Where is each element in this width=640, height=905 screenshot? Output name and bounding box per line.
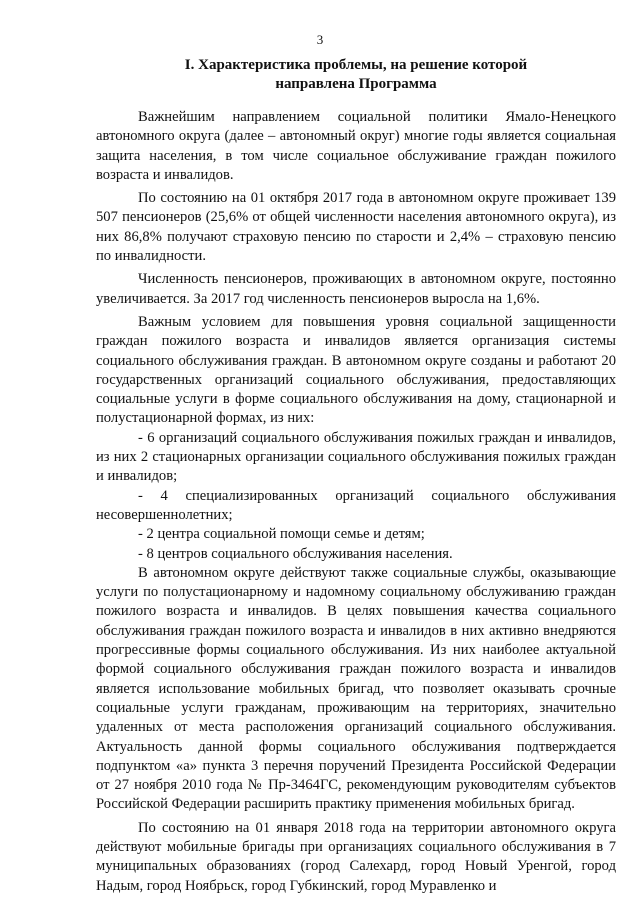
paragraph: Важным условием для повышения уровня социальной защищенности граждан пожилого возраста и инвалидов является организация системы социального обслуживания граждан. В автономном округе созданы и работают 20 государственных организаций социального обслуживания, предоставляющих социальные услуги в форме социального обслуживания на дому, стационарной и полустационарной формах, из них: <box>96 313 616 427</box>
list-item: - 6 организаций социального обслуживания пожилых граждан и инвалидов, из них 2 стационарных организации социального обслуживания пожилых граждан и инвалидов; <box>96 429 616 485</box>
document-body <box>96 108 616 900</box>
list-item: - 4 специализированных организаций социального обслуживания несовершеннолетних; <box>96 487 616 523</box>
page-number: 3 <box>316 32 324 47</box>
section-heading <box>96 56 616 94</box>
list-item: - 2 центра социальной помощи семье и детям; <box>138 526 425 543</box>
paragraph: По состоянию на 01 октября 2017 года в автономном округе проживает 139 507 пенсионеров (25,6% от общей численности населения автономного округа), из них 86,8% получают страховую пенсию по старости и 2,4% – страховую пенсию по инвалидности. <box>96 190 616 265</box>
paragraph: В автономном округе действуют также социальные службы, оказывающие услуги по полустационарному и надомному социальному обслуживанию граждан пожилого возраста и инвалидов. В целях повышения качества социального обслуживания граждан пожилого возраста и инвалидов в них активно внедряются прогрессивные формы социального обслуживания. Из них наиболее актуальной формой социального обслуживания граждан пожилого возраста и инвалидов является использование мобильных бригад, что позволяет оказывать срочные социальные услуги гражданам, проживающим на территориях, значительно удаленных от места расположения организаций социального обслуживания. Актуальность данной формы социального обслуживания подтверждается подпунктом «а» пункта 3 перечня поручений Президента Российской Федерации от 27 ноября 2010 года № Пр-3464ГС, рекомендующим руководителям субъектов Российской Федерации расширить практику применения мобильных бригад. <box>96 564 616 813</box>
section-heading-line-2: направлена Программа <box>275 76 437 92</box>
section-heading-line-1: I. Характеристика проблемы, на решение которой <box>184 57 528 73</box>
list-item: - 8 центров социального обслуживания населения. <box>138 545 453 562</box>
paragraph: Численность пенсионеров, проживающих в автономном округе, постоянно увеличивается. За 2017 год численность пенсионеров выросла на 1,6%. <box>96 271 616 307</box>
paragraph: Важнейшим направлением социальной политики Ямало-Ненецкого автономного округа (далее – автономный округ) многие годы является социальная защита населения, в том числе социальное обслуживание граждан пожилого возраста и инвалидов. <box>96 109 616 183</box>
paragraph: По состоянию на 01 января 2018 года на территории автономного округа действуют мобильные бригады при организациях социального обслуживания в 7 муниципальных образованиях (город Салехард, город Новый Уренгой, город Надым, город Ноябрьск, город Губкинский, город Муравленко и <box>96 819 616 894</box>
